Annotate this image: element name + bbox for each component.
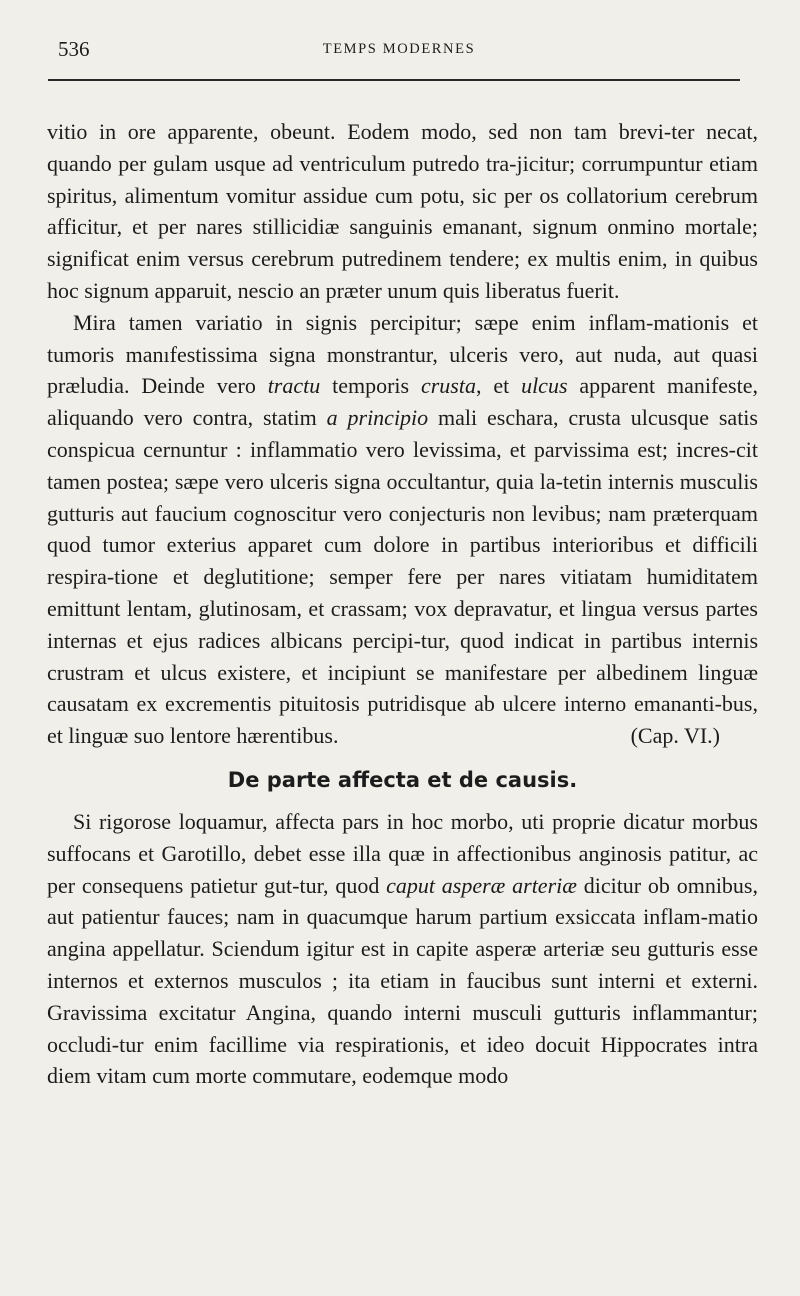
running-head xyxy=(58,37,740,61)
italic-text-segment: crusta xyxy=(420,373,476,399)
chapter-citation: (Cap. VI.) xyxy=(630,723,720,749)
italic-text-segment: caput asperæ arteriæ xyxy=(386,872,577,898)
text-segment: Mira tamen variatio in signis percipitur; sæpe enim inflam-mationis et tumoris manıfestissima signa monstrantur, ulceris vero, aut nuda, aut quasi præludia. Deinde vero xyxy=(47,309,758,399)
page-number: 536 xyxy=(58,37,90,61)
running-title: TEMPS MODERNES xyxy=(322,41,476,57)
text-segment: dicitur ob omnibus, aut patientur fauces; nam in quacumque harum partium exsiccata inflam-matio angina appellatur. Sciendum igitur est in capite asperæ arteriæ seu gutturis esse internos et externos musculos ; ita etiam in faucibus sunt interni et externi. Gravissima excitatur Angina, quando interni musculi gutturis inflammantur; occludi-tur enim facillime via respirationis, et ideo docuit Hippocrates intra diem vitam cum morte commutare, eodemque modo xyxy=(47,872,758,1089)
text-segment: , et xyxy=(475,373,522,399)
text-segment: temporis xyxy=(320,373,421,399)
paragraph-2 xyxy=(47,307,758,752)
paragraph-3 xyxy=(47,806,758,1092)
text-segment: Si rigorose loquamur, affecta pars in hoc morbo, uti proprie dicatur morbus suffocans et Garotillo, debet esse illa quæ in affectionibus anginosis patitur, ac per consequens patietur gut-tur, quod xyxy=(47,808,758,898)
section-heading: De parte affecta et de causis. xyxy=(227,767,578,792)
body-text xyxy=(47,116,758,1092)
italic-text-segment: a principio xyxy=(326,405,429,431)
text-segment: mali eschara, crusta ulcusque satis conspicua cernuntur : inflammatio vero levissima, et parvissima est; incres-cit tamen postea; sæpe vero ulceris signa occultantur, quia la-tetin internis musculis gutturis aut faucium cognoscitur vero conjecturis non levibus; nam præterquam quod tumor exterius apparet cum dolore in partibus interioribus et difficili respira-tione et deglutitione; semper fere per nares vitiatam humiditatem emittunt lentam, glutinosam, et crassam; vox depravatur, et lingua versus partes internas et ejus radices albicans percipi-tur, quod indicat in partibus internis crustram et ulcus existere, et incipiunt se manifestare per albedinem linguæ causatam ex excrementis pituitosis putridisque ab ulcere interno emananti-bus, et linguæ suo lentore hærentibus. xyxy=(47,405,758,749)
paragraph-1 xyxy=(47,116,758,307)
italic-text-segment: ulcus xyxy=(521,373,568,399)
text-segment: apparent manifeste, aliquando vero contra, statim xyxy=(47,373,758,431)
header-rule xyxy=(48,79,740,81)
text-segment: vitio in ore apparente, obeunt. Eodem modo, sed non tam brevi-ter necat, quando per gulam usque ad ventriculum putredo tra-jicitur; corrumpuntur etiam spiritus, alimentum vomitur assidue cum potu, sic per os collatorium cerebrum afficitur, et per nares stillicidiæ sanguinis emanant, signum onmino mortale; significat enim versus cerebrum putredinem tendere; ex multis enim, in quibus hoc signum apparuit, nescio an præter unum quis liberatus fuerit. xyxy=(47,119,758,303)
italic-text-segment: tractu xyxy=(267,373,321,399)
